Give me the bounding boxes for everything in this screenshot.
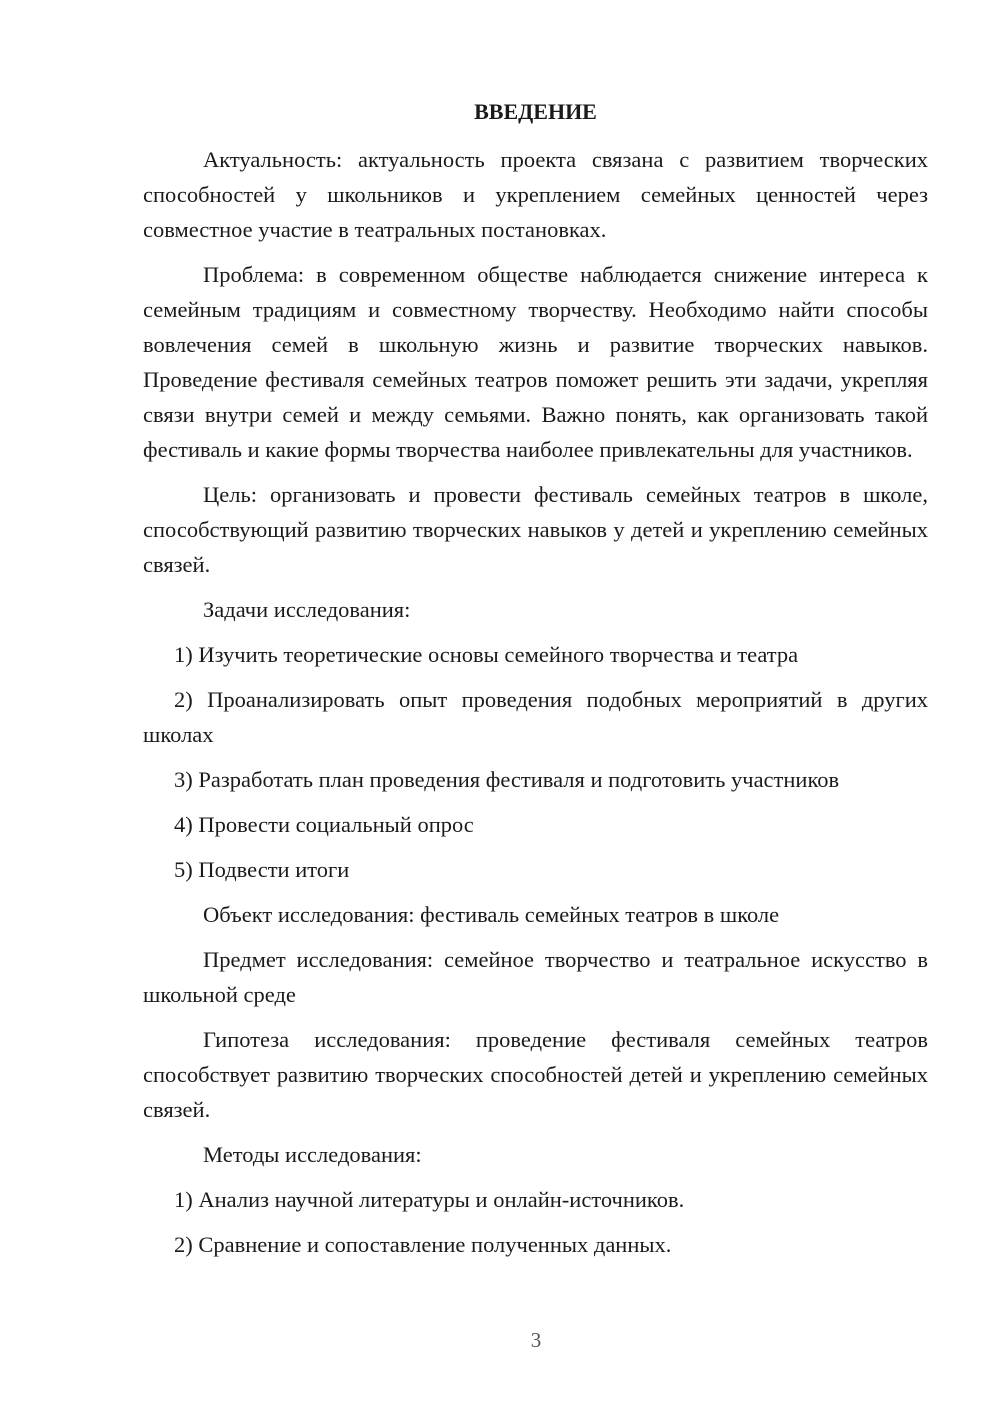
- paragraph-goal: Цель: организовать и провести фестиваль семейных театров в школе, способствующий развитию творческих навыков у детей и укреплению семейных связей.: [143, 482, 928, 577]
- paragraph-hypothesis: Гипотеза исследования: проведение фестиваля семейных театров способствует развитию творческих способностей детей и укреплению семейных связей.: [143, 1027, 928, 1122]
- paragraph-problem: Проблема: в современном обществе наблюдается снижение интереса к семейным традициям и совместному творчеству. Необходимо найти способы вовлечения семей в школьную жизнь и развитие творческих навыков. Проведение фестиваля семейных театров поможет решить эти задачи, укрепляя связи внутри семей и между семьями. Важно понять, как организовать такой фестиваль и какие формы творчества наиболее привлекательны для участников.: [143, 262, 928, 462]
- body-text: [143, 142, 928, 1272]
- task-item-1: 1) Изучить теоретические основы семейного творчества и театра: [174, 642, 799, 667]
- section-title: ВВЕДЕНИЕ: [474, 99, 597, 124]
- task-item-3: 3) Разработать план проведения фестиваля и подготовить участников: [174, 767, 840, 792]
- method-item-2: 2) Сравнение и сопоставление полученных данных.: [174, 1232, 672, 1257]
- page-number: 3: [530, 1328, 542, 1352]
- methods-heading: Методы исследования:: [203, 1142, 422, 1167]
- task-item-2: 2) Проанализировать опыт проведения подобных мероприятий в других школах: [143, 687, 928, 747]
- tasks-heading: Задачи исследования:: [203, 597, 411, 622]
- task-item-4: 4) Провести социальный опрос: [174, 812, 474, 837]
- task-item-5: 5) Подвести итоги: [174, 857, 350, 882]
- paragraph-relevance: Актуальность: актуальность проекта связана с развитием творческих способностей у школьников и укреплением семейных ценностей через совместное участие в театральных постановках.: [143, 147, 928, 242]
- paragraph-object: Объект исследования: фестиваль семейных театров в школе: [203, 902, 780, 927]
- paragraph-subject: Предмет исследования: семейное творчество и театральное искусство в школьной среде: [143, 947, 928, 1007]
- method-item-1: 1) Анализ научной литературы и онлайн-источников.: [174, 1187, 685, 1212]
